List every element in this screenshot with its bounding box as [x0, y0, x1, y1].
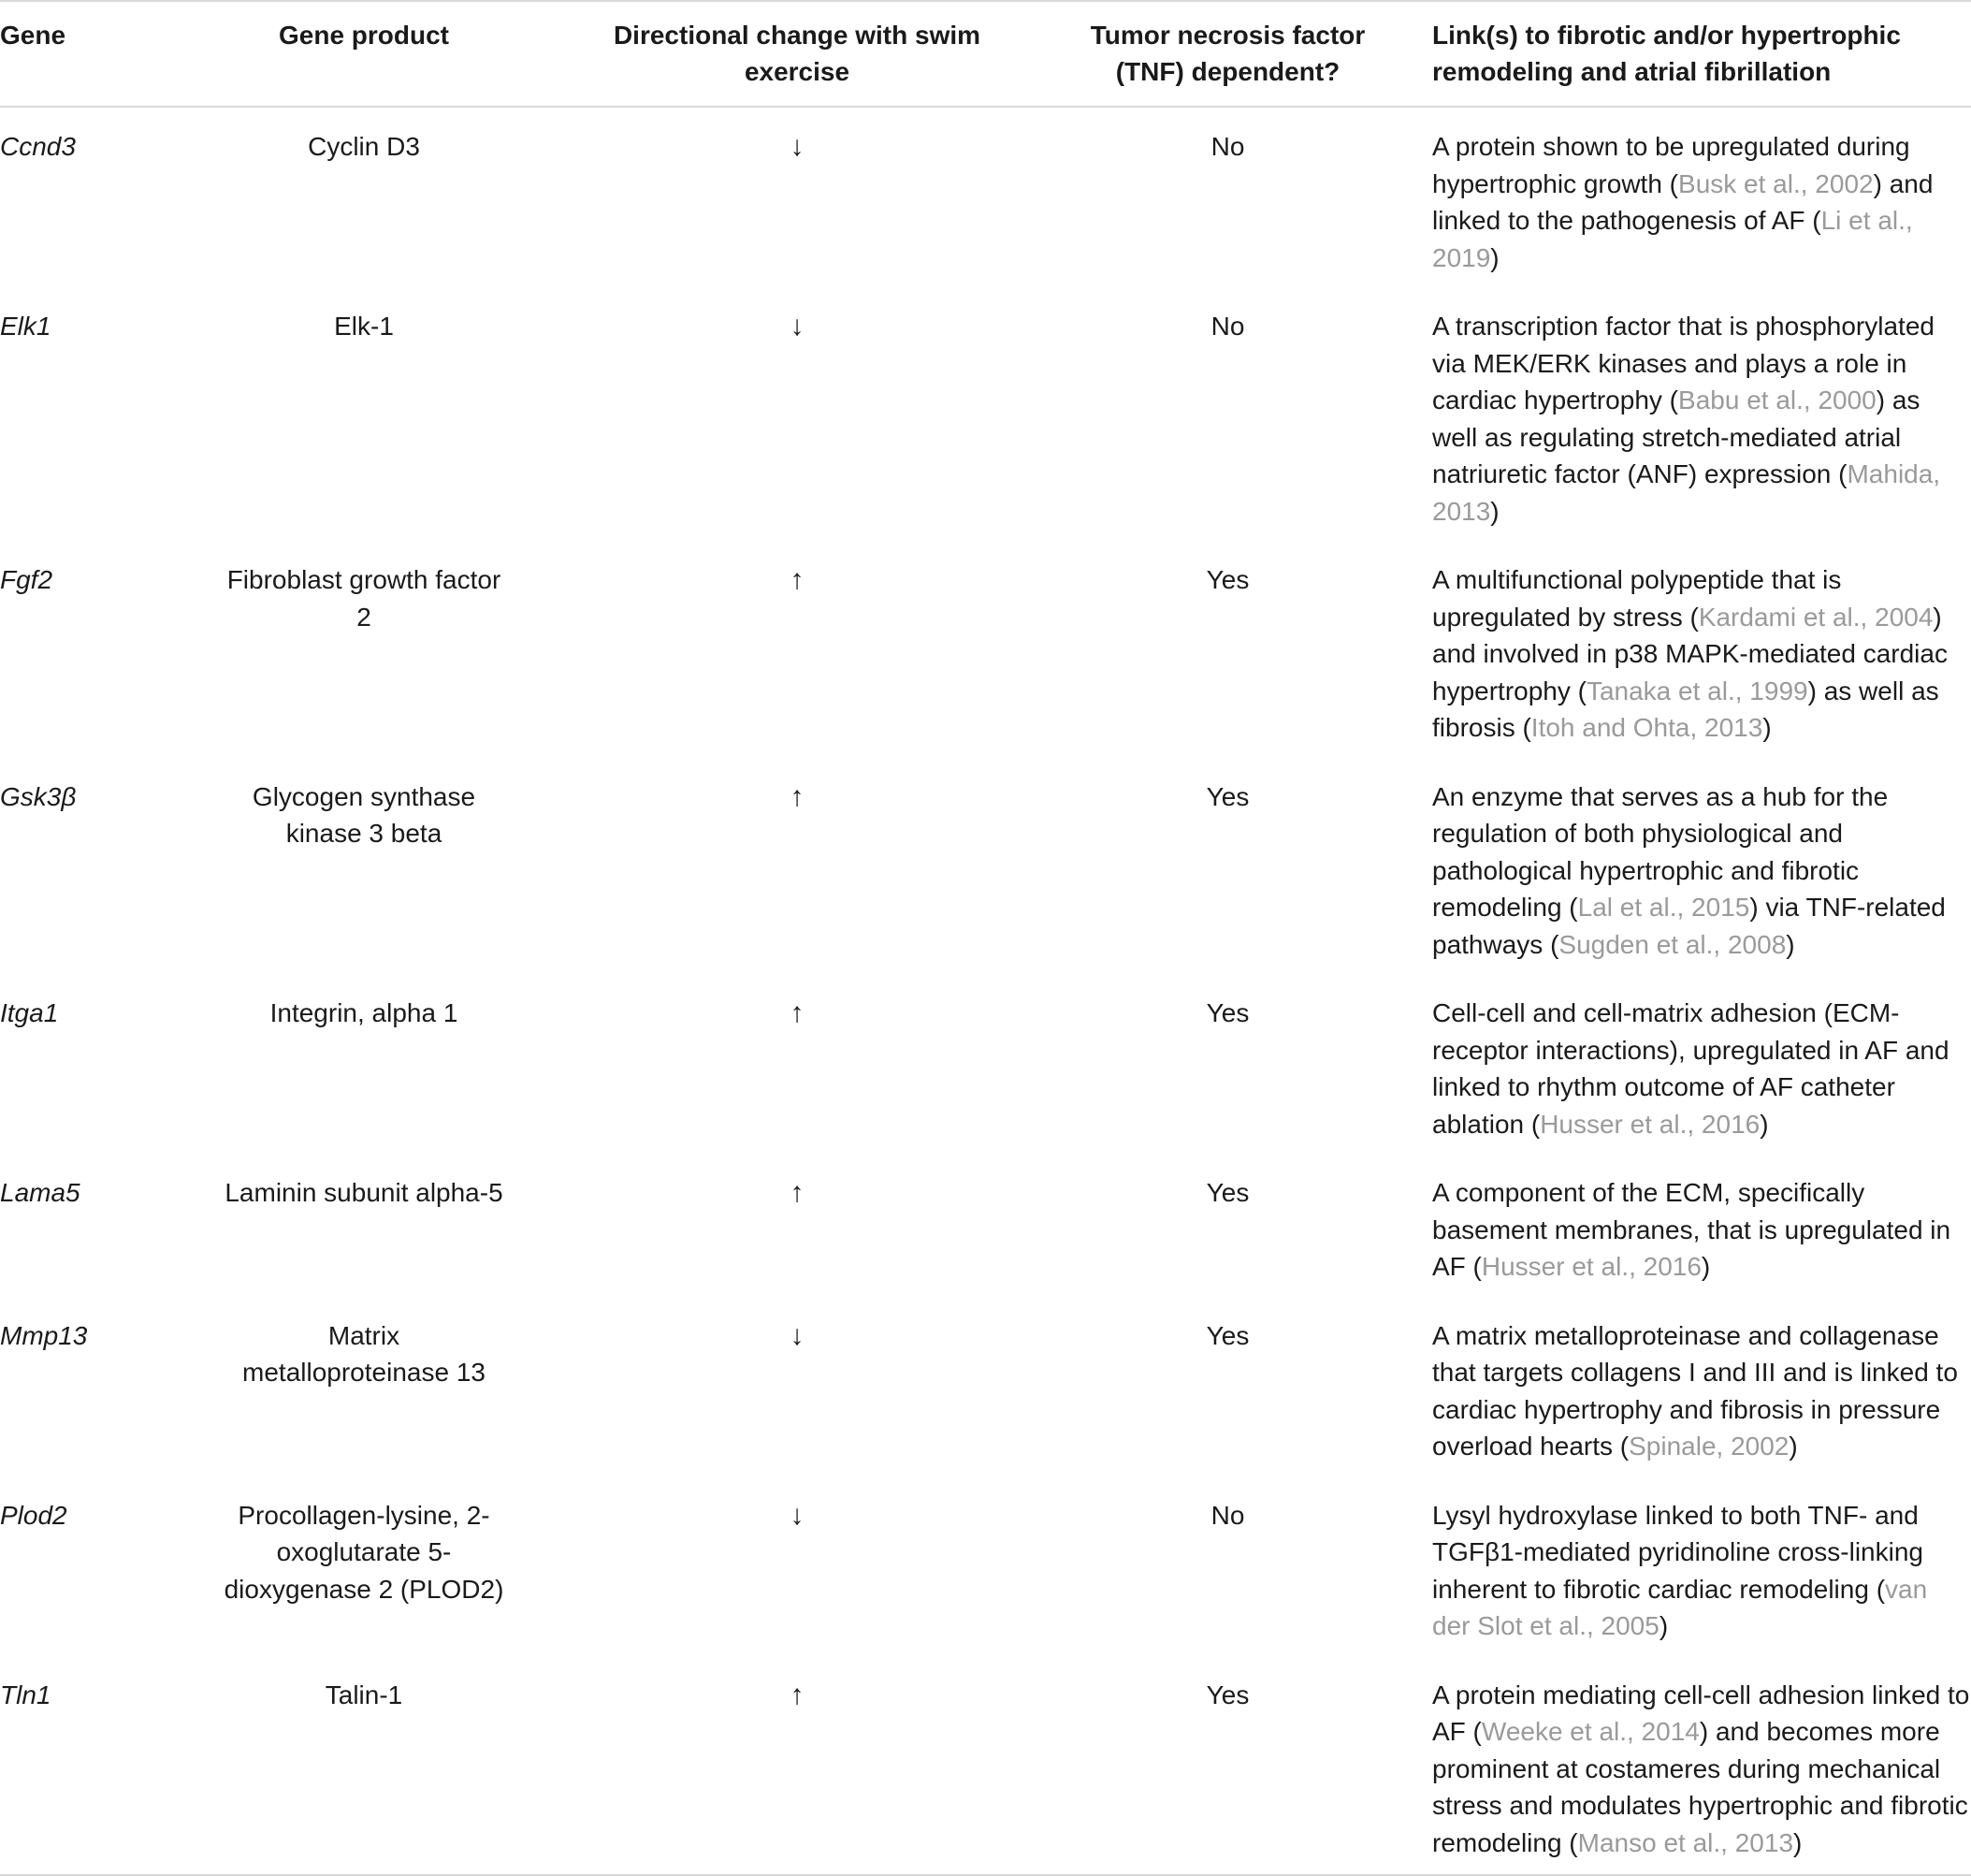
- link-text: A component of the ECM, specifically basement membranes, that is upregulated in AF (: [1432, 1178, 1951, 1281]
- link-text: ): [1701, 1252, 1711, 1281]
- gene-product-cell: Glycogen synthase kinase 3 beta: [252, 781, 476, 848]
- citation-link[interactable]: Tanaka et al., 1999: [1586, 676, 1808, 705]
- citation-link[interactable]: Husser et al., 2016: [1540, 1109, 1761, 1139]
- tnf-cell: No: [1210, 132, 1245, 161]
- link-text: ): [1793, 1827, 1803, 1857]
- link-text: ): [1786, 929, 1795, 959]
- gene-product-cell: Talin-1: [325, 1680, 403, 1709]
- citation-link[interactable]: Manso et al., 2013: [1577, 1827, 1794, 1857]
- link-text: ): [1762, 713, 1772, 742]
- gene-cell: Mmp13: [0, 1320, 88, 1350]
- table-body: [0, 107, 1971, 1875]
- gene-cell: Gsk3β: [0, 781, 77, 811]
- link-text: ): [1760, 1109, 1769, 1139]
- link-text: ): [1659, 1611, 1669, 1640]
- header-row: [0, 1, 1971, 107]
- direction-cell: ↑: [790, 1679, 804, 1710]
- gene-product-cell: Procollagen-lysine, 2-oxoglutarate 5-dioxygenase 2 (PLOD2): [224, 1500, 504, 1604]
- header-tnf-dependent: Tumor necrosis factor (TNF) dependent?: [1090, 21, 1366, 86]
- direction-cell: ↓: [790, 1319, 804, 1351]
- link-text: A protein mediating cell-cell adhesion linked to AF (: [1432, 1680, 1970, 1746]
- header-gene: Gene: [0, 21, 66, 50]
- link-cell: [1432, 543, 1971, 760]
- table-row: [0, 1658, 1971, 1876]
- link-text: An enzyme that serves as a hub for the regulation of both physiological and pathological hypertrophic and fibrotic remodeling (: [1432, 781, 1889, 922]
- direction-cell: ↓: [790, 131, 804, 162]
- link-text: Lysyl hydroxylase linked to both TNF- and TGFβ1-mediated pyridinoline cross-linking inherent to fibrotic cardiac remodeling (: [1432, 1500, 1923, 1604]
- tnf-cell: Yes: [1206, 1178, 1250, 1207]
- gene-cell: Tln1: [0, 1680, 51, 1709]
- link-text: A multifunctional polypeptide that is upregulated by stress (: [1432, 565, 1842, 632]
- table-row: [0, 1156, 1971, 1299]
- table-row: [0, 289, 1971, 543]
- citation-link[interactable]: Lal et al., 2015: [1577, 893, 1750, 922]
- link-text: ) and becomes more prominent at costameres during mechanical stress and modulates hypertrophic and fibrotic remodeling (: [1432, 1717, 1968, 1857]
- link-text: A protein shown to be upregulated during hypertrophic growth (: [1432, 132, 1910, 198]
- link-cell: [1432, 1299, 1971, 1478]
- citation-link[interactable]: Itoh and Ohta, 2013: [1530, 713, 1763, 742]
- citation-link[interactable]: Kardami et al., 2004: [1698, 602, 1934, 632]
- table-row: [0, 543, 1971, 760]
- tnf-cell: No: [1210, 312, 1245, 341]
- link-text: ) via TNF-related pathways (: [1432, 893, 1946, 959]
- link-text: ) as well as regulating stretch-mediated atrial natriuretic factor (ANF) expression (: [1432, 385, 1920, 488]
- link-text: ) and linked to the pathogenesis of AF (: [1432, 168, 1934, 235]
- direction-cell: ↑: [790, 564, 804, 595]
- link-cell: [1432, 1658, 1971, 1876]
- direction-cell: ↑: [790, 997, 804, 1028]
- link-text: Cell-cell and cell-matrix adhesion (ECM-receptor interactions), upregulated in AF and linked to rhythm outcome of AF catheter ablation (: [1432, 998, 1949, 1139]
- link-text: ): [1490, 496, 1500, 526]
- gene-product-cell: Integrin, alpha 1: [269, 998, 458, 1027]
- gene-cell: Itga1: [0, 998, 59, 1027]
- link-cell: [1432, 760, 1971, 977]
- citation-link[interactable]: Mahida, 2013: [1432, 459, 1941, 526]
- citation-link[interactable]: Busk et al., 2002: [1678, 168, 1874, 198]
- citation-link[interactable]: Weeke et al., 2014: [1481, 1717, 1700, 1746]
- gene-product-cell: Cyclin D3: [308, 132, 420, 161]
- tnf-cell: Yes: [1206, 1320, 1250, 1350]
- table-row: [0, 1299, 1971, 1478]
- gene-cell: Lama5: [0, 1178, 80, 1207]
- link-cell: [1432, 107, 1971, 289]
- link-cell: [1432, 289, 1971, 543]
- link-text: ) as well as fibrosis (: [1432, 676, 1939, 742]
- header-gene-product: Gene product: [278, 21, 449, 50]
- table-row: [0, 1478, 1971, 1658]
- gene-product-cell: Elk-1: [334, 312, 394, 341]
- direction-cell: ↑: [790, 1177, 804, 1208]
- citation-link[interactable]: Babu et al., 2000: [1678, 385, 1877, 414]
- citation-link[interactable]: Spinale, 2002: [1629, 1432, 1790, 1461]
- link-cell: [1432, 1478, 1971, 1658]
- link-cell: [1432, 976, 1971, 1156]
- header-links: Link(s) to fibrotic and/or hypertrophic remodeling and atrial fibrillation: [1432, 21, 1901, 86]
- tnf-cell: Yes: [1206, 565, 1250, 594]
- citation-link[interactable]: Sugden et al., 2008: [1558, 929, 1787, 959]
- table-row: [0, 760, 1971, 977]
- gene-cell: Fgf2: [0, 565, 53, 594]
- link-text: A transcription factor that is phosphorylated via MEK/ERK kinases and plays a role in cardiac hypertrophy (: [1432, 312, 1935, 414]
- tnf-cell: Yes: [1206, 998, 1250, 1027]
- link-text: ) and involved in p38 MAPK-mediated cardiac hypertrophy (: [1432, 602, 1948, 705]
- link-text: A matrix metalloproteinase and collagenase that targets collagens I and III and is linked to cardiac hypertrophy and fibrosis in pressure overload hearts (: [1432, 1320, 1958, 1461]
- link-text: ): [1789, 1432, 1798, 1461]
- gene-cell: Elk1: [0, 312, 51, 341]
- tnf-cell: No: [1210, 1500, 1245, 1530]
- table-row: [0, 107, 1971, 289]
- link-cell: [1432, 1156, 1971, 1299]
- header-directional-change: Directional change with swim exercise: [613, 21, 981, 86]
- direction-cell: ↓: [790, 1499, 804, 1531]
- table-row: [0, 976, 1971, 1156]
- citation-link[interactable]: Li et al., 2019: [1432, 206, 1913, 272]
- gene-product-cell: Laminin subunit alpha-5: [225, 1178, 503, 1207]
- gene-product-cell: Fibroblast growth factor 2: [226, 565, 501, 632]
- table-header: [0, 1, 1971, 107]
- direction-cell: ↑: [790, 780, 804, 812]
- gene-product-cell: Matrix metalloproteinase 13: [242, 1320, 486, 1387]
- gene-cell: Ccnd3: [0, 132, 76, 161]
- citation-link[interactable]: Husser et al., 2016: [1481, 1252, 1702, 1281]
- citation-link[interactable]: van der Slot et al., 2005: [1432, 1574, 1928, 1640]
- gene-cell: Plod2: [0, 1500, 67, 1530]
- tnf-cell: Yes: [1206, 1680, 1250, 1709]
- direction-cell: ↓: [790, 311, 804, 342]
- link-text: ): [1490, 242, 1500, 272]
- tnf-cell: Yes: [1206, 781, 1250, 811]
